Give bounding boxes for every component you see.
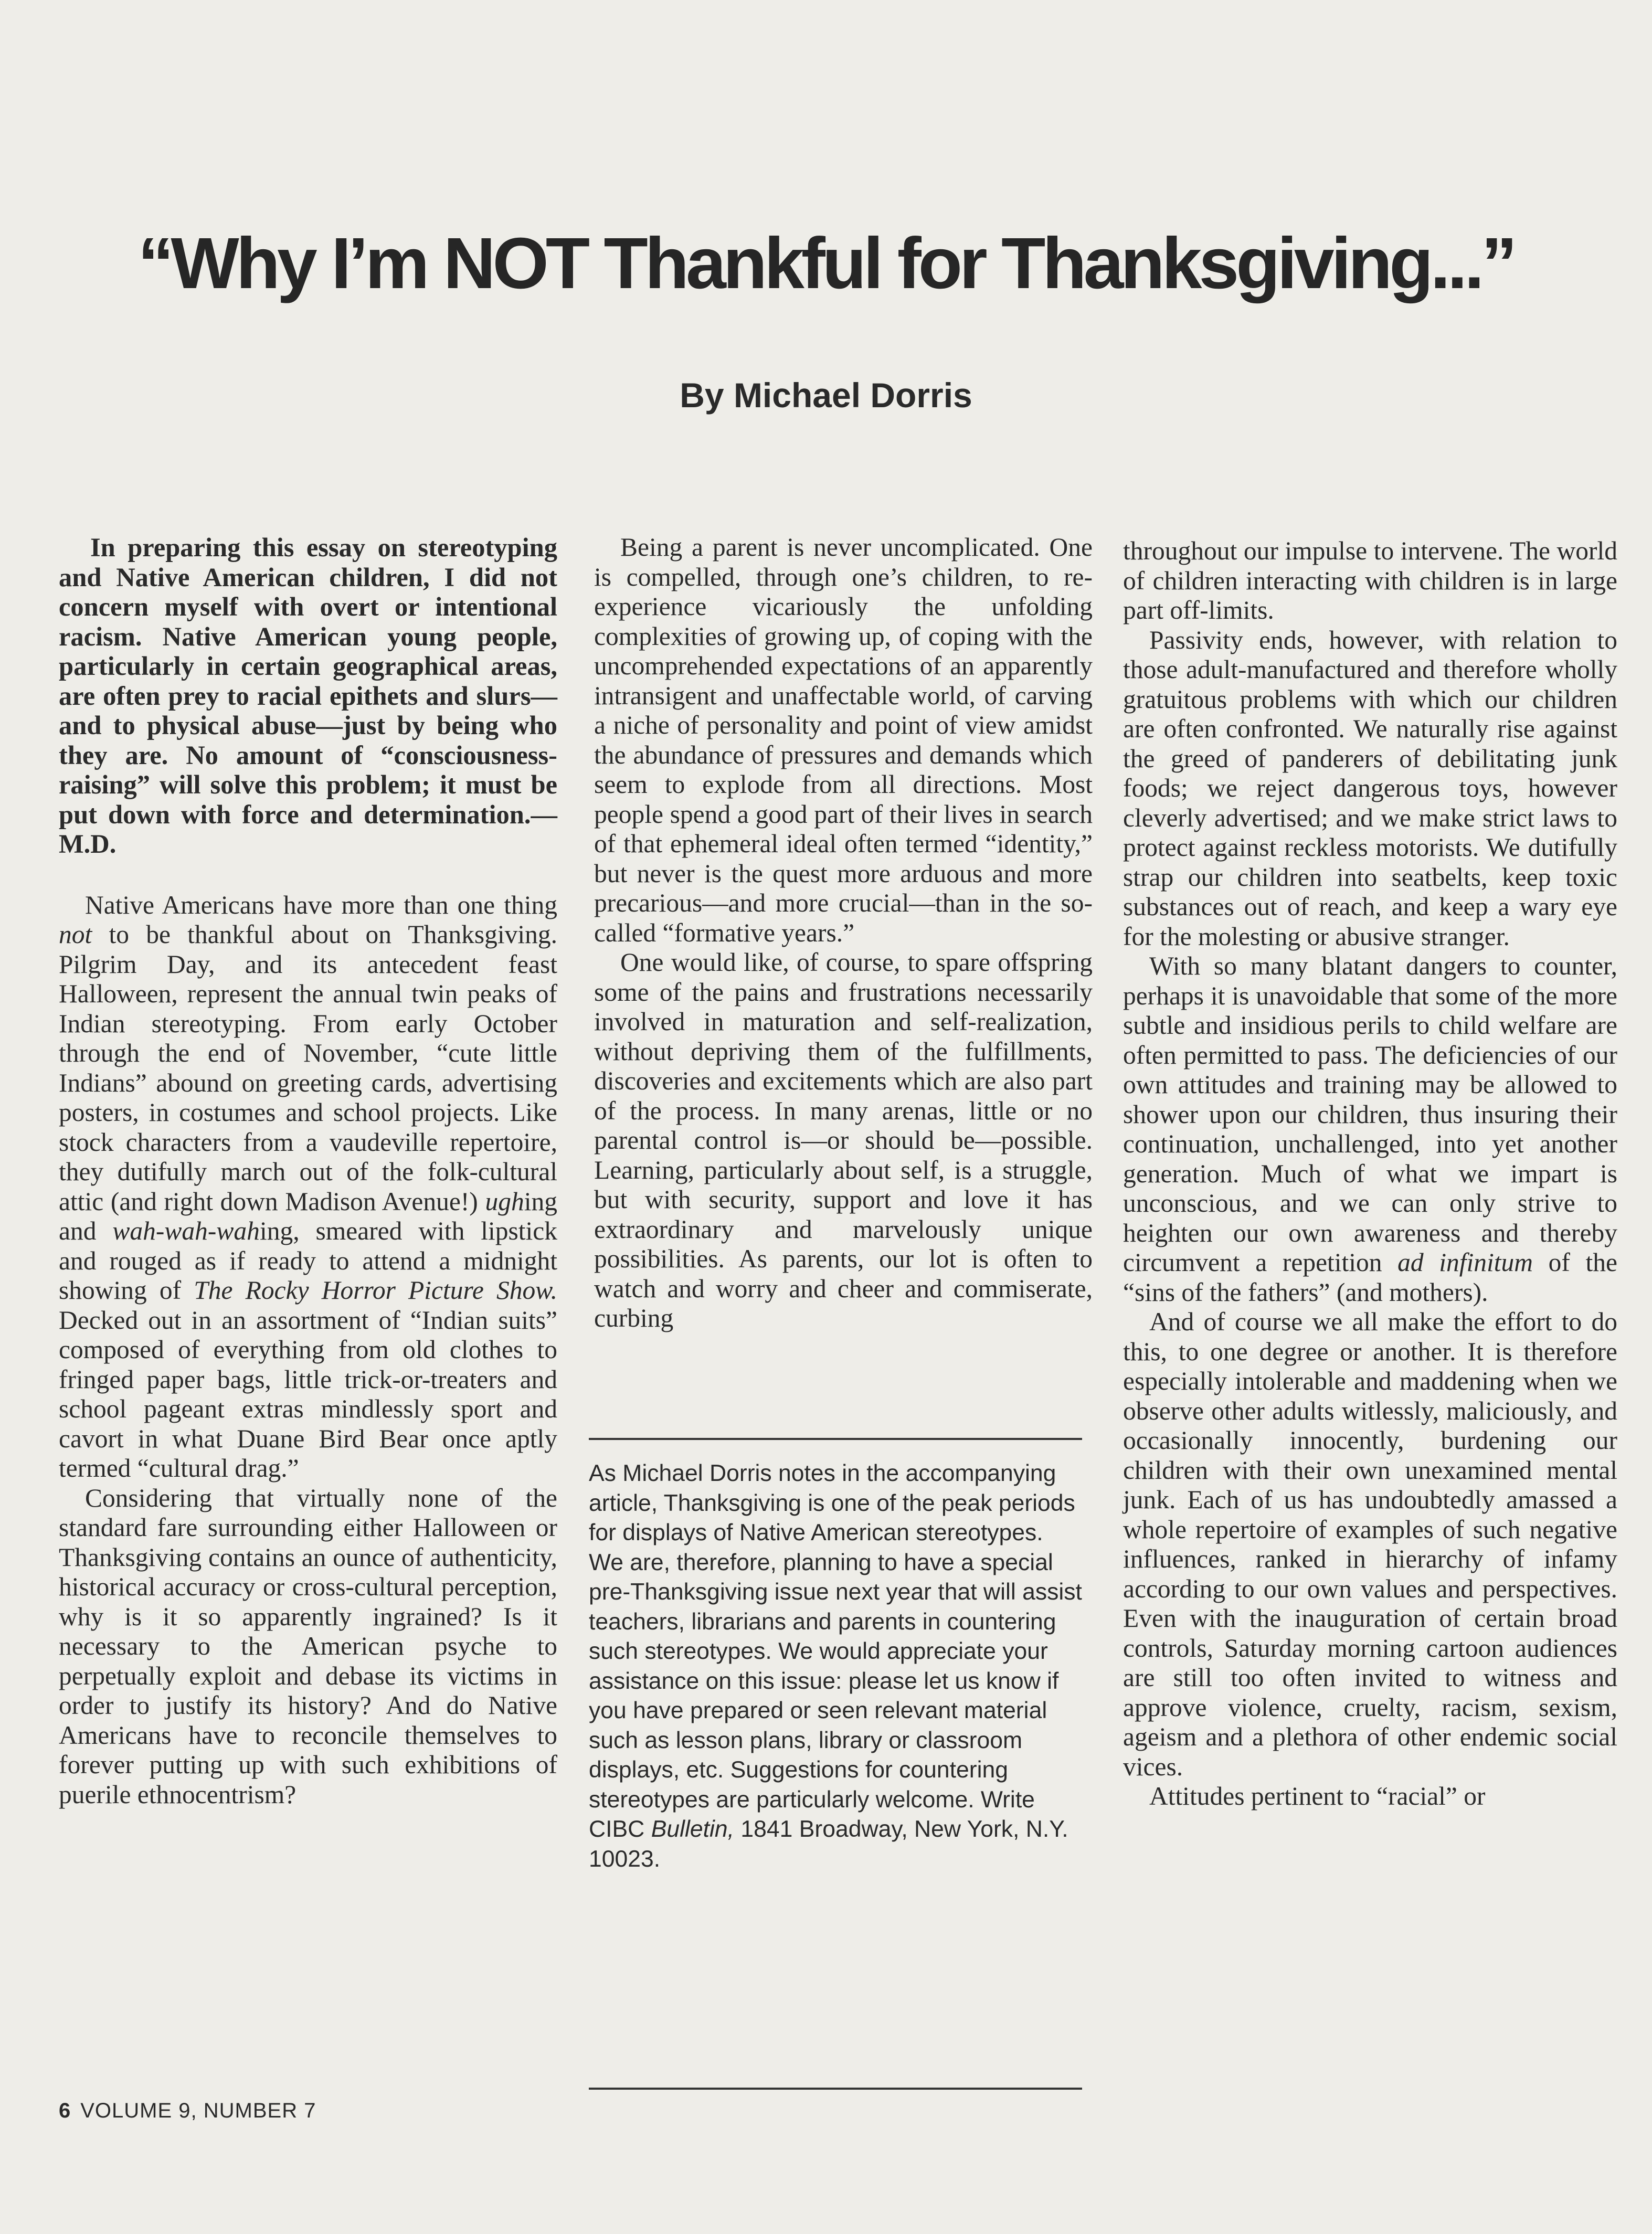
italic-text: ad infinitum (1397, 1248, 1533, 1277)
body-paragraph (59, 891, 557, 1484)
italic-text: ugh (485, 1187, 524, 1216)
issue-label: VOLUME 9, NUMBER 7 (80, 2099, 316, 2122)
column-2 (594, 533, 1093, 1333)
page-footer (59, 2099, 316, 2123)
body-paragraph: Being a parent is never uncomplicated. One is compelled, through one’s children, to re-experience vicariously the unfolding complexities of growing up, of coping with the uncomprehended expectations of an apparently intransigent and unaffectable world, of carving a niche of personality and point of view amidst the abundance of pressures and demands which seem to explode from all directions. Most people spend a good part of their lives in search of that ephemeral ideal often termed “identity,” but never is the quest more arduous and more precarious—and more crucial—than in the so-called “formative years.” (594, 533, 1093, 947)
body-paragraph: throughout our impulse to intervene. The world of children interacting with children is in large part off-limits. (1123, 536, 1617, 624)
body-paragraph: One would like, of course, to spare offspring some of the pains and frustrations necessarily involved in maturation and self-realization, without depriving them of the fulfillments, discoveries and excitements which are also part of the process. In many arenas, little or no parental control is—or should be—possible. Learning, particularly about self, is a struggle, but with security, support and love it has extraordinary and marvelously unique possibilities. As parents, our lot is often to watch and worry and cheer and commiserate, curbing (594, 948, 1093, 1332)
text-run: to be thankful about on Thanksgiving. Pilgrim Day, and its antecedent feast Halloween, represent the annual twin peaks of Indian stereotyping. From early October through the end of November, “cute little Indians” abound on greeting cards, advertising posters, in costumes and school projects. Like stock characters from a vaudeville repertoire, they dutifully march out of the folk-cultural attic (and right down Madison Avenue!) (59, 920, 557, 1216)
column-1 (59, 533, 557, 1809)
editor-note-sidebar (589, 1459, 1082, 1874)
editor-lead-paragraph: In preparing this essay on stereotyping and Native American children, I did not concern myself with overt or intentional racism. Native American young people, particularly in certain geographical areas, are often prey to racial epithets and slurs—and to physical abuse—just by being who they are. No amount of “consciousness-raising” will solve this problem; it must be put down with force and determination.—M.D. (59, 533, 557, 859)
italic-text: Bulletin, (651, 1816, 735, 1842)
italic-text: not (59, 920, 92, 949)
body-paragraph: And of course we all make the effort to do this, to one degree or another. It is therefore especially intolerable and maddening when we observe other adults witlessly, maliciously, and occasionally innocently, burdening our children with their own unexamined mental junk. Each of us has undoubtedly amassed a whole repertoire of examples of such negative influences, ranked in hierarchy of infamy according to our own values and perspectives. Even with the inauguration of certain broad controls, Saturday morning cartoon audiences are still too often invited to witness and approve violence, cruelty, racism, sexism, ageism and a plethora of other endemic social vices. (1123, 1307, 1617, 1781)
text-run: ing and (59, 1187, 557, 1245)
sidebar-text (589, 1459, 1082, 1874)
text-run: As Michael Dorris notes in the accompanying article, Thanksgiving is one of the peak periods for displays of Native American stereotypes. We are, therefore, planning to have a special pre-Thanksgiving issue next year that will assist teachers, librarians and parents in countering such stereotypes. We would appreciate your assistance on this issue: please let us know if you have prepared or seen relevant material such as lesson plans, library or classroom displays, etc. Suggestions for countering stereotypes are particularly welcome. Write CIBC (589, 1460, 1082, 1842)
sidebar-bottom-rule (589, 2088, 1082, 2090)
text-run: 1841 Broadway, New York, N.Y. 10023. (589, 1816, 1068, 1872)
text-run: ing, smeared with lipstick and rouged as if ready to attend a midnight showing of (59, 1216, 557, 1305)
sidebar-top-rule (589, 1438, 1082, 1440)
page-number: 6 (59, 2099, 71, 2122)
text-run: Native Americans have more than one thing (85, 890, 557, 919)
text-run: of the “sins of the fathers” (and mothers). (1123, 1248, 1618, 1307)
article-title: “Why I’m NOT Thankful for Thanksgiving...” (137, 223, 1515, 304)
article-byline: By Michael Dorris (680, 376, 972, 415)
text-run: Decked out in an assortment of “Indian suits” composed of everything from old clothes to fringed paper bags, little trick-or-treaters and school pageant extras mindlessly sport and cavort in what Duane Bird Bear once aptly termed “cultural drag.” (59, 1305, 557, 1483)
body-paragraph: Considering that virtually none of the standard fare surrounding either Halloween or Thanksgiving contains an ounce of authenticity, historical accuracy or cross-cultural perception, why is it so apparently ingrained? Is it necessary to the American psyche to perpetually exploit and debase its victims in order to justify its history? And do Native Americans have to reconcile themselves to forever putting up with such exhibitions of puerile ethnocentrism? (59, 1483, 557, 1809)
column-3 (1123, 536, 1617, 1812)
italic-text: wah-wah-wah (112, 1216, 260, 1245)
italic-text: The Rocky Horror Picture Show. (194, 1276, 557, 1305)
body-paragraph: Attitudes pertinent to “racial” or (1149, 1782, 1486, 1811)
text-run: With so many blatant dangers to counter, perhaps it is unavoidable that some of the more subtle and insidious perils to child welfare are often permitted to pass. The deficiencies of our own attitudes and training may be allowed to shower upon our children, thus insuring their continuation, unchallenged, into yet another generation. Much of what we impart is unconscious, and we can only strive to heighten our own awareness and thereby circumvent a repetition (1123, 951, 1617, 1277)
body-paragraph: Passivity ends, however, with relation to those adult-manufactured and therefore wholly gratuitous problems with which our children are often confronted. We naturally rise against the greed of panderers of debilitating junk foods; we reject dangerous toys, however cleverly advertised; and we make strict laws to protect against reckless motorists. We dutifully strap our children into seatbelts, keep toxic substances out of reach, and keep a wary eye for the molesting or abusive stranger. (1123, 625, 1617, 951)
body-paragraph (1123, 951, 1617, 1307)
